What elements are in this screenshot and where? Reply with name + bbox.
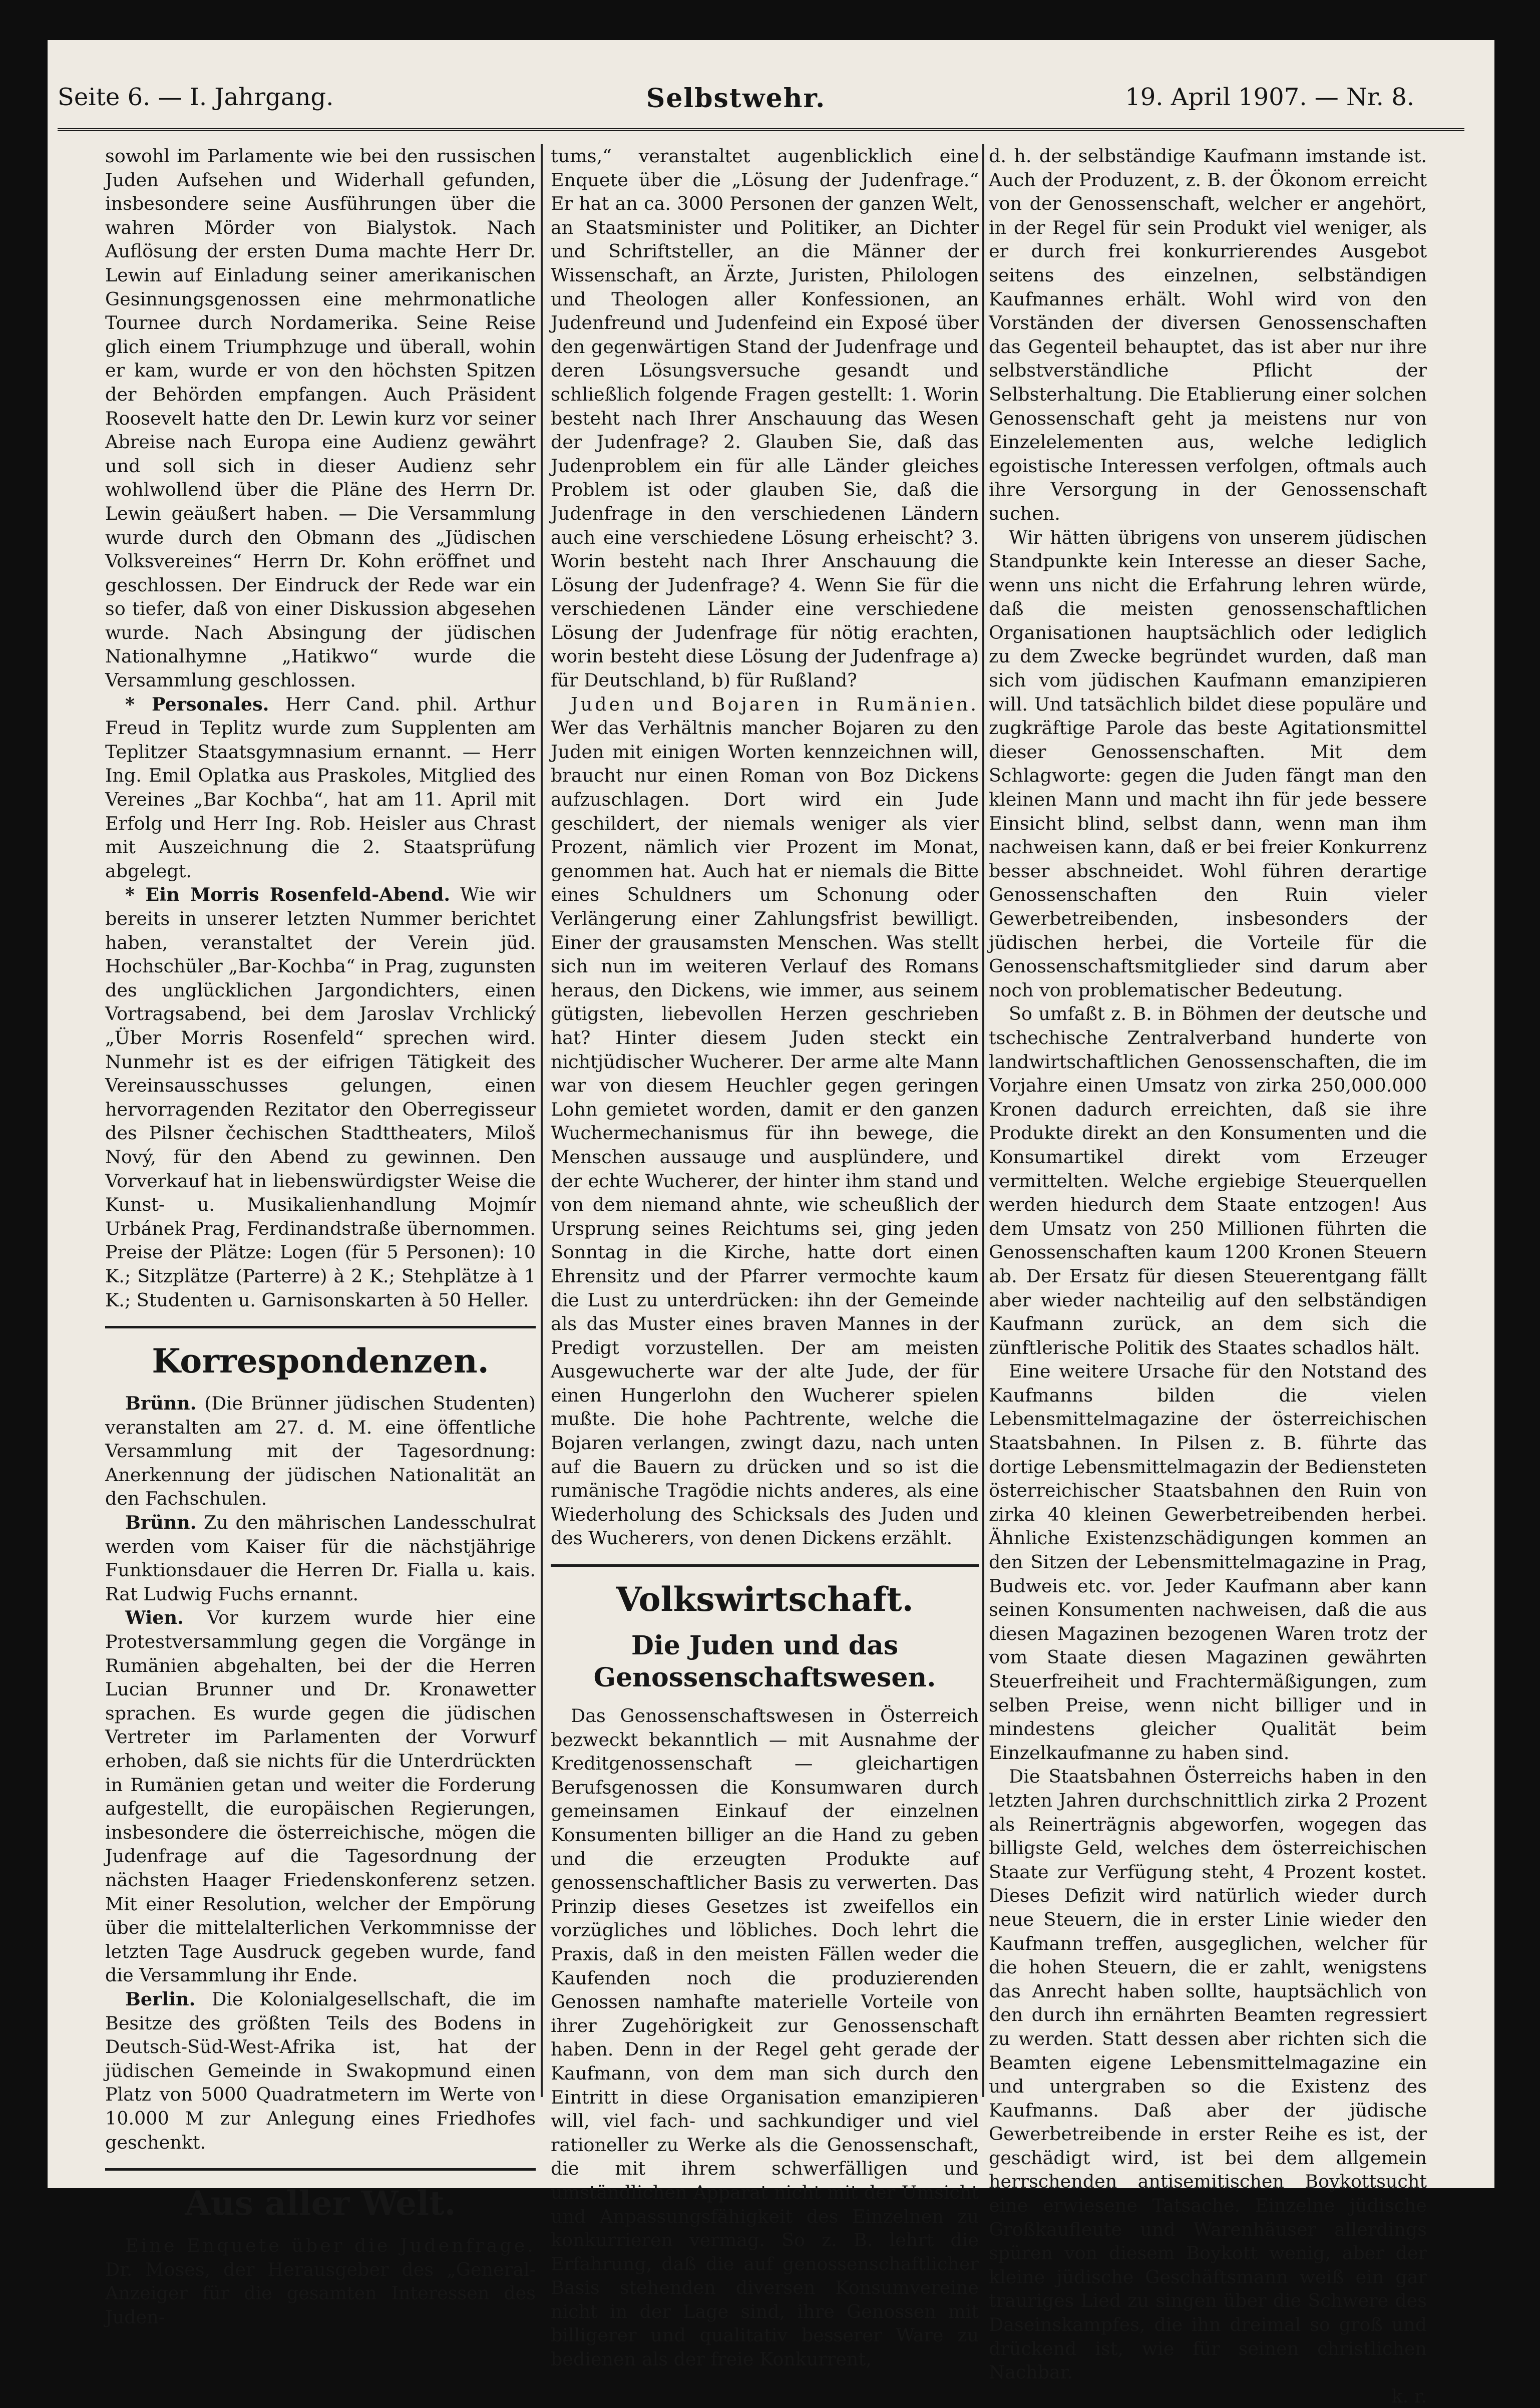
issue-date: 19. April 1907. — Nr. 8. <box>1125 83 1414 111</box>
article-text: So umfaßt z. B. in Böhmen der deutsche und tschechische Zentralverband hunderte von landwirtschaftlichen Genossenschaften, die im Vorjahre einen Umsatz von zirka 250,000.000 Kronen dadurch erreichten, daß sie ihre Produkte direkt an den Konsumenten und die Konsumartikel direkt vom Erzeuger vermittelten. Welche ergiebige Steuerquellen werden hiedurch dem Staate entzogen! Aus dem Umsatz von 250 Millionen führten die Genossenschaften kaum 1200 Kronen Steuern ab. Der Ersatz für diesen Steuerentgang fällt aber wieder nachteilig auf den selbständigen Kaufmann zurück, an dem sich die zünftlerische Politik des Staates schadlos hält. <box>989 1003 1427 1358</box>
item-heading: Juden und Bojaren in Rumänien. <box>571 693 979 715</box>
column-2 <box>551 144 979 2370</box>
news-item <box>551 693 979 1550</box>
page-header <box>58 79 1414 118</box>
column-3 <box>989 144 1427 2407</box>
article-text: sowohl im Parlamente wie bei den russischen Juden Aufsehen und Widerhall gefunden, insbesondere seine Ausführungen über die wahren Mörder von Bialystok. Nach Auflösung der ersten Duma machte Herr Dr. Lewin auf Einladung seiner amerikanischen Gesinnungsgenossen eine mehrmonatliche Tournee durch Nordamerika. Seine Reise glich einem Triumphzuge und überall, wohin er kam, wurde er von den höchsten Spitzen der Behörden empfangen. Auch Präsident Roosevelt hatte den Dr. Lewin kurz vor seiner Abreise nach Europa eine Audienz gewährt und soll sich in dieser Audienz sehr wohlwollend über die Pläne des Herrn Dr. Lewin geäußert haben. — Die Versammlung wurde durch den Obmann des „Jüdischen Volksvereines“ Herrn Dr. Kohn eröffnet und geschlossen. Der Eindruck der Rede war ein so tiefer, daß von einer Diskussion abgesehen wurde. Nach Absingung der jüdischen Nationalhymne „Hatikwo“ wurde die Versammlung geschlossen. <box>105 145 536 692</box>
item-text: Wie wir bereits in unserer letzten Nummer berichtet haben, veranstaltet der Verein jüd. Hochschüler „Bar-Kochba“ in Prag, zugunsten des unglücklichen Jargondichters, einen Vortragsabend, bei dem Jaroslav Vrchlický „Über Morris Rosenfeld“ sprechen wird. Nunmehr ist es der eifrigen Tätigkeit des Vereinsausschusses gelungen, einen hervorragenden Rezitator den Oberregisseur des Pilsner čechischen Stadttheaters, Miloš Nový, für den Abend zu gewinnen. Den Vorverkauf hat in liebenswürdigster Weise die Kunst- u. Musikalienhandlung Mojmír Urbánek Prag, Ferdinandstraße übernommen. Preise der Plätze: Logen (für 5 Personen): 10 K.; Sitzplätze (Parterre) à 2 K.; Stehplätze à 1 K.; Studenten u. Garnisonskarten à 50 Heller. <box>105 884 536 1311</box>
item-heading: * Ein Morris Rosenfeld-Abend. <box>125 884 451 906</box>
news-item <box>105 883 536 1312</box>
news-item <box>105 693 536 883</box>
section-rule <box>105 1326 536 1328</box>
section-heading-aus-aller-welt: Aus aller Welt. <box>185 2184 456 2223</box>
item-heading: Brünn. <box>125 1512 197 1534</box>
article-text: Eine weitere Ursache für den Notstand des Kaufmanns bilden die vielen Lebensmittelmagazine der österreichischen Staatsbahnen. In Pilsen z. B. führte das dortige Lebensmittelmagazin der Bediensteten österreichischer Staatsbahnen den Ruin von zirka 40 kleinen Gewerbetreibenden herbei. Ähnliche Existenzschädigungen kommen an den Sitzen der Lebensmittelmagazine in Prag, Budweis etc. vor. Jeder Kaufmann aber kann seinen Konsumenten nachweisen, daß die aus diesen Magazinen bezogenen Waren trotz der vom Staate diesen Magazinen gewährten Steuerfreiheit und Frachtermäßigungen, zum selben Preise, wenn nicht billiger und in mindestens gleicher Qualität beim Einzelkaufmanne zu haben sind. <box>989 1360 1427 1764</box>
column-1 <box>105 144 536 2328</box>
item-heading: Berlin. <box>125 1988 196 2010</box>
item-text: Die Kolonialgesellschaft, die im Besitze des größten Teils des Bodens in Deutsch-Süd-West-Afrika ist, hat der jüdischen Gemeinde in Swakopmund einen Platz von 5000 Quadratmetern im Werte von 10.000 M zur Anlegung eines Friedhofes geschenkt. <box>105 1988 536 2153</box>
column-divider <box>541 144 543 2097</box>
section-heading-volkswirtschaft: Volkswirtschaft. <box>616 1580 914 1619</box>
item-heading: Wien. <box>125 1607 184 1629</box>
page-number: Seite 6. — I. Jahrgang. <box>58 83 334 111</box>
author-signature: k. r. <box>1391 2385 1427 2407</box>
news-item <box>105 1392 536 1511</box>
item-heading: Brünn. <box>125 1393 197 1415</box>
article-text: d. h. der selbständige Kaufmann imstande ist. Auch der Produzent, z. B. der Ökonom erreicht von der Genossenschaft, welcher er angehört, in der Regel für sein Produkt viel weniger, als er durch frei konkurrierendes Ausgebot seitens des einzelnen, selbständigen Kaufmannes erhält. Wohl wird von den Vorständen der diversen Genossenschaften das Gegenteil behauptet, das ist aber nur ihre selbstverständliche Pflicht der Selbsterhaltung. Die Etablierung einer solchen Genossenschaft geht ja meistens nur von Einzelelementen aus, welche lediglich egoistische Interessen verfolgen, oftmals auch ihre Versorgung in der Genossenschaft suchen. <box>989 145 1427 524</box>
item-text: (Die Brünner jüdischen Studenten) veranstalten am 27. d. M. eine öffentliche Versammlung mit der Tagesordnung: Anerkennung der jüdischen Nationalität an den Fachschulen. <box>105 1393 536 1510</box>
section-rule <box>105 2168 536 2171</box>
masthead-title: Selbstwehr. <box>646 83 826 114</box>
article-text: Die Staatsbahnen Österreichs haben in den letzten Jahren durchschnittlich zirka 2 Prozent als Reinerträgnis abgeworfen, wogegen das billigste Geld, welches dem österreichischen Staate zur Verfügung steht, 4 Prozent kostet. Dieses Defizit wird natürlich wieder durch neue Steuern, die in erster Linie wieder den Kaufmann treffen, ausgeglichen, welcher für die hohen Steuern, die er zahlt, wenigstens das Anrecht haben sollte, hauptsächlich von den durch ihn ernährten Beamten regressiert zu werden. Statt dessen aber richten sich die Beamten eigene Lebensmittelmagazine ein und untergraben so die Existenz des Kaufmanns. Daß aber der jüdische Gewerbetreibende in erster Reihe es ist, der geschädigt wird, ist bei dem allgemein herrschenden antisemitischen Boykottsucht eine erwiesene Tatsache. Einzelne jüdische Großkaufleute und Warenhäuser allerdings spüren von diesem Boykott wenig, aber der kleine jüdische Geschäftsmann weiß ein gar trauriges Lied zu singen über die Schwere des Daseinskampfes, die ihn dreimal so groß und drückend ist, wie für seinen christlichen Nachbar. <box>989 1766 1427 2383</box>
header-rule <box>58 128 1464 131</box>
item-text: Herr Cand. phil. Arthur Freud in Teplitz wurde zum Supplenten am Teplitzer Staatsgymnasium ernannt. — Herr Ing. Emil Oplatka aus Praskoles, Mitglied des Vereines „Bar Kochba“, hat am 11. April mit Erfolg und Herr Ing. Rob. Heisler aus Chrast mit Auszeichnung die 2. Staatsprüfung abgelegt. <box>105 693 536 882</box>
item-text: Dr. Moses, der Herausgeber des „General-Anzeiger für die gesamten Interessen des Juden- <box>105 2258 536 2328</box>
news-item <box>105 1511 536 1606</box>
item-heading: Eine Enquete über die Judenfrage. <box>125 2235 536 2257</box>
news-item <box>105 2234 536 2329</box>
article-heading: Die Juden und das Genossenschaftswesen. <box>593 1630 936 1693</box>
column-divider <box>982 144 984 2097</box>
news-item <box>105 1987 536 2154</box>
section-rule <box>551 1564 979 1567</box>
item-text: Vor kurzem wurde hier eine Protestversammlung gegen die Vorgänge in Rumänien abgehalten, bei der die Herren Lucian Brunner und Dr. Kronawetter sprachen. Es wurde gegen die jüdischen Vertreter im Parlamenten der Vorwurf erhoben, daß sie nichts für die Unterdrückten in Rumänien getan und weiter die Forderung aufgestellt, die europäischen Regierungen, insbesondere die österreichische, mögen die Judenfrage auf die Tagesordnung der nächsten Haager Friedenskonferenz setzen. Mit einer Resolution, welcher der Empörung über die mittelalterlichen Verkommnisse der letzten Tage Ausdruck gegeben wurde, fand die Versammlung ihr Ende. <box>105 1607 536 1986</box>
section-heading-korrespondenzen: Korrespondenzen. <box>152 1341 489 1381</box>
article-text: Das Genossenschaftswesen in Österreich bezweckt bekanntlich — mit Ausnahme der Kreditgenossenschaft — gleichartigen Berufsgenossen die Konsumwaren durch gemeinsamen Einkauf der einzelnen Konsumenten billiger an die Hand zu geben und die erzeugten Produkte auf genossenschaftlicher Basis zu verwerten. Das Prinzip dieses Gesetzes ist zweifellos ein vorzügliches und löbliches. Doch lehrt die Praxis, daß in den meisten Fällen weder die Kaufenden noch die produzierenden Genossen namhafte materielle Vorteile von ihrer Zugehörigkeit zur Genossenschaft haben. Denn in der Regel geht gerade der Kaufmann, von dem man sich durch den Eintritt in diese Organisation emanzipieren will, viel fach- und sachkundiger und viel rationeller zu Werke als die Genossenschaft, die mit ihrem schwerfälligen und umständlichen Apparat nicht mit der Umsicht und Anpassungsfähigkeit des Einzelnen zu konkurrieren vermag. So z. B. lehrt die Erfahrung, daß die auf genossenschaftlicher Basis stehenden diversen Konsumvereine nicht in der Lage sind, ihre Genossen mit billigerer und qualitativ besserer Ware zu bedienen als der freie Konkurrent, <box>551 1705 979 2370</box>
news-item <box>105 1606 536 1987</box>
article-text: tums,“ veranstaltet augenblicklich eine Enquete über die „Lösung der Judenfrage.“ Er hat an ca. 3000 Personen der ganzen Welt, an Staatsminister und Politiker, an Dichter und Schriftsteller, an die Männer der Wissenschaft, an Ärzte, Juristen, Philologen und Theologen aller Konfessionen, an Judenfreund und Judenfeind ein Exposé über den gegenwärtigen Stand der Judenfrage und deren Lösungsversuche gesandt und schließlich folgende Fragen gestellt: 1. Worin besteht nach Ihrer Anschauung das Wesen der Judenfrage? 2. Glauben Sie, daß das Judenproblem ein für alle Länder gleiches Problem ist oder glauben Sie, daß die Judenfrage in den verschiedenen Ländern auch eine verschiedene Lösung erheischt? 3. Worin besteht nach Ihrer Anschauung die Lösung der Judenfrage? 4. Wenn Sie für die verschiedenen Länder eine verschiedene Lösung der Judenfrage für nötig erachten, worin besteht diese Lösung der Judenfrage a) für Deutschland, b) für Rußland? <box>551 145 979 692</box>
item-text: Wer das Verhältnis mancher Bojaren zu den Juden mit einigen Worten kennzeichnen will, braucht nur einen Roman von Boz Dickens aufzuschlagen. Dort wird ein Jude geschildert, der niemals weniger als vier Prozent, nämlich vier Prozent im Monat, genommen hat. Auch hat er niemals die Bitte eines Schuldners um Schonung oder Verlängerung einer Zahlungsfrist bewilligt. Einer der grausamsten Menschen. Was stellt sich nun im weiteren Verlauf des Romans heraus, den Dickens, wie immer, aus seinem gütigsten, liebevollen Herzen geschrieben hat? Hinter diesem Juden steckt ein nichtjüdischer Wucherer. Der arme alte Mann war von diesem Heuchler gegen geringen Lohn gemietet worden, damit er den ganzen Wuchermechanismus für ihn bewege, die Menschen aussauge und ausplündere, und der echte Wucherer, der hinter ihm stand und von dem niemand ahnte, wie scheußlich der Ursprung seines Reichtums sei, ging jeden Sonntag in die Kirche, hatte dort einen Ehrensitz und der Pfarrer vermochte kaum die Lust zu unterdrücken: ihn der Gemeinde als das Muster eines braven Mannes in der Predigt vorzustellen. Der am meisten Ausgewucherte war der alte Jude, der für einen Hungerlohn den Wucherer spielen mußte. Die hohe Pachtrente, welche die Bojaren verlangen, zwingt dazu, nach unten auf die Bauern zu drücken und so ist die rumänische Tragödie nichts anderes, als eine Wiederholung des Schicksals des Juden und des Wucherers, von denen Dickens erzählt. <box>551 717 979 1549</box>
article-text: Wir hätten übrigens von unserem jüdischen Standpunkte kein Interesse an dieser Sache, wenn uns nicht die Erfahrung lehren würde, daß die meisten genossenschaftlichen Organisationen hauptsächlich oder lediglich zu dem Zwecke begründet wurden, daß man sich vom jüdischen Kaufmann emanzipieren will. Und tatsächlich bildet diese populäre und zugkräftige Parole das beste Agitationsmittel dieser Genossenschaften. Mit dem Schlagworte: gegen die Juden fängt man den kleinen Mann und macht ihn für jede bessere Einsicht blind, selbst dann, wenn man ihm nachweisen kann, daß er bei freier Konkurrenz besser abschneidet. Wohl führen derartige Genossenschaften den Ruin vieler Gewerbetreibenden, insbesonders der jüdischen herbei, die Vorteile für die Genossenschaftsmitglieder sind darum aber noch von problematischer Bedeutung. <box>989 526 1427 1001</box>
item-text: Zu den mährischen Landesschulrat werden vom Kaiser für die nächstjährige Funktionsdauer die Herren Dr. Fialla u. kais. Rat Ludwig Fuchs ernannt. <box>105 1512 536 1605</box>
item-heading: * Personales. <box>125 693 269 715</box>
